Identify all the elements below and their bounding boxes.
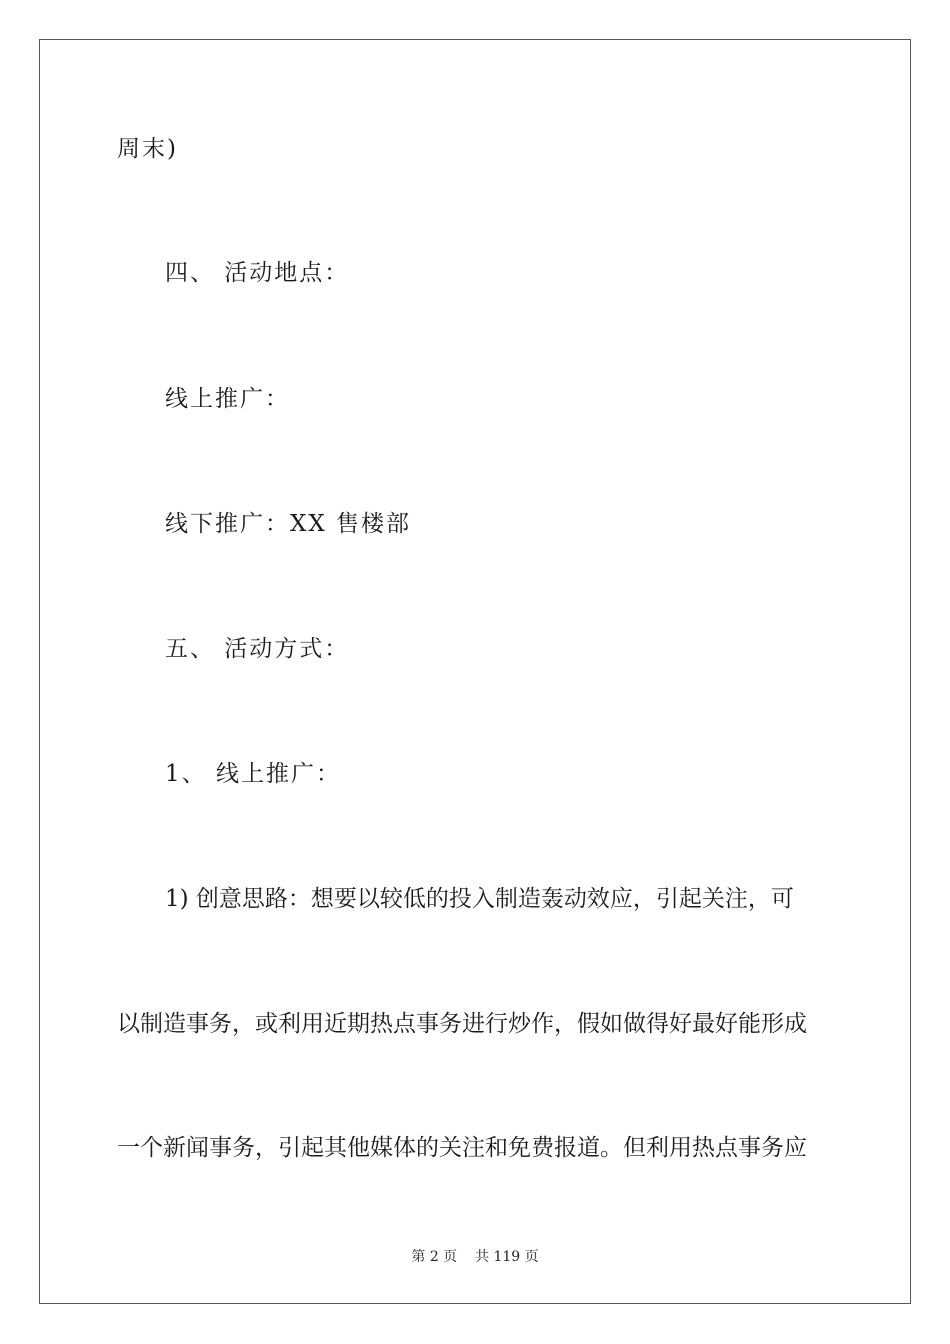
paragraph-line-1: 1) 创意思路：想要以较低的投入制造轰动效应，引起关注，可: [165, 886, 794, 912]
text-line-online-promo: 线上推广：: [165, 386, 290, 412]
page-footer: [0, 1247, 950, 1267]
paragraph-line-3: 一个新闻事务，引起其他媒体的关注和免费报道。但利用热点事务应: [117, 1135, 807, 1161]
page-border: [39, 39, 911, 1304]
section-heading-method: 五、 活动方式：: [165, 636, 350, 662]
paragraph-line-2: 以制造事务，或利用近期热点事务进行炒作，假如做得好最好能形成: [117, 1011, 807, 1037]
total-pages: 共 119 页: [475, 1249, 539, 1265]
text-line-offline-promo: 线下推广：XX 售楼部: [165, 511, 412, 537]
page-number: 第 2 页: [411, 1249, 458, 1265]
text-line-1: 周末): [117, 136, 178, 162]
section-heading-location: 四、 活动地点：: [165, 260, 350, 286]
subsection-heading-online: 1、 线上推广：: [165, 761, 341, 787]
